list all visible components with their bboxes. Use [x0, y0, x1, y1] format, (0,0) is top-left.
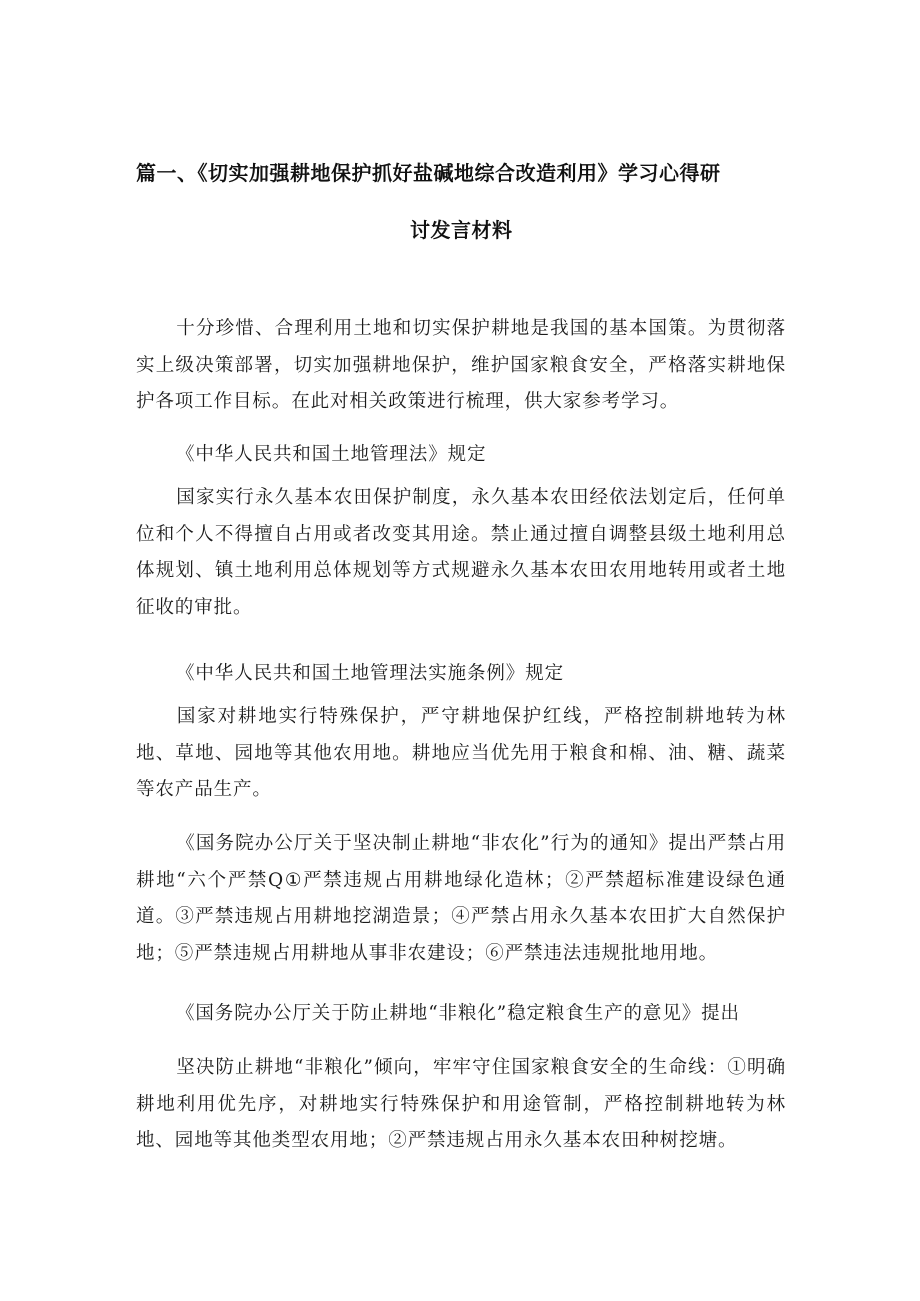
paragraph-implementation-regulation	[136, 699, 786, 809]
paragraph-intro	[136, 311, 786, 421]
paragraph-implementation-regulation-text: 国家对耕地实行特殊保护，严守耕地保护红线，严格控制耕地转为林地、草地、园地等其他农用地。耕地应当优先用于粮食和棉、油、糖、蔬菜等农产品生产。	[136, 706, 786, 800]
paragraph-non-agricultural-notice	[136, 826, 786, 972]
heading-implementation-regulation: 《中华人民共和国土地管理法实施条例》规定	[176, 663, 565, 684]
paragraph-land-law	[136, 480, 786, 626]
document-title-line-1: 篇一、《切实加强耕地保护抓好盐碱地综合改造利用》学习心得研	[136, 161, 721, 185]
document-title-line-2: 讨发言材料	[410, 218, 513, 242]
paragraph-intro-text: 十分珍惜、合理利用土地和切实保护耕地是我国的基本国策。为贯彻落实上级决策部署，切实加强耕地保护，维护国家粮食安全，严格落实耕地保护各项工作目标。在此对相关政策进行梳理，供大家参考学习。	[136, 318, 786, 412]
paragraph-non-grain-opinion-text: 坚决防止耕地“非粮化”倾向，牢牢守住国家粮食安全的生命线：①明确耕地利用优先序，对耕地实行特殊保护和用途管制，严格控制耕地转为林地、园地等其他类型农用地；②严禁违规占用永久基本农田种树挖塘。	[136, 1057, 786, 1151]
heading-land-law: 《中华人民共和国土地管理法》规定	[176, 444, 487, 465]
paragraph-non-grain-opinion	[136, 1050, 786, 1160]
paragraph-land-law-text: 国家实行永久基本农田保护制度，永久基本农田经依法划定后，任何单位和个人不得擅自占用或者改变其用途。禁止通过擅自调整县级土地利用总体规划、镇土地利用总体规划等方式规避永久基本农田农用地转用或者土地征收的审批。	[136, 487, 786, 618]
heading-non-grain-opinion: 《国务院办公厅关于防止耕地“非粮化”稳定粮食生产的意见》提出	[176, 1003, 740, 1024]
paragraph-non-agricultural-notice-text: 《国务院办公厅关于坚决制止耕地“非农化”行为的通知》提出严禁占用耕地“六个严禁Q①严禁违规占用耕地绿化造林；②严禁超标准建设绿色通道。③严禁违规占用耕地挖湖造景；④严禁占用永久基本农田扩大自然保护地；⑤严禁违规占用耕地从事非农建设；⑥严禁违法违规批地用地。	[136, 833, 786, 964]
